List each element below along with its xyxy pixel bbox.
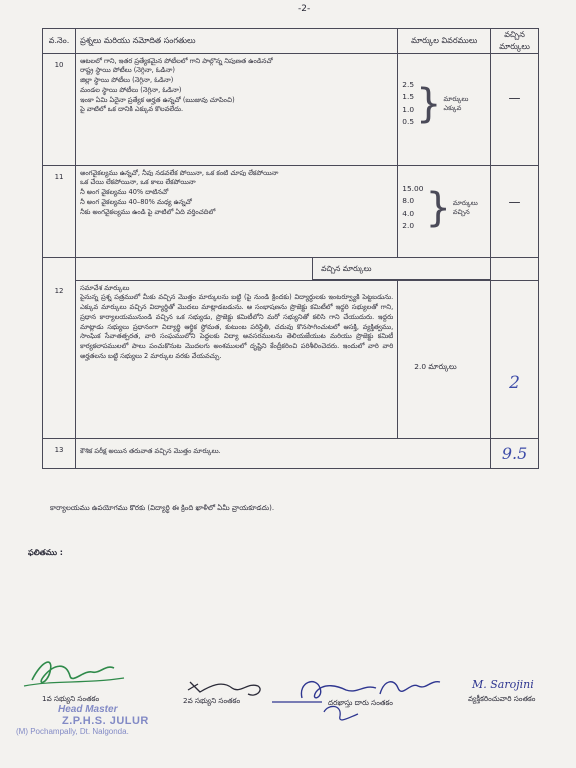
row13-obtained xyxy=(491,438,539,468)
row11-obtained xyxy=(491,165,539,257)
row10-no: 10 xyxy=(43,53,76,165)
row11-line: నీకు అంగవైకల్యము ఉండి పై వాటిలో ఏది వర్తించదిలో xyxy=(80,207,216,216)
row11-marks-caption xyxy=(453,199,478,217)
row12-paragraph: పైనున్న ప్రశ్న పత్రములో మీకు వచ్చిన మొత్తం మార్కులను బట్టి (పై నుండి క్రిందకు) విద్యార్థులకు ఇంటర్వ్యూకి పెట్టబడును. ఎక్కువ మార్కులు వచ్చిన విద్యార్థితో మొదలు మాట్లాడబడును. ఆ సంభాషణను ప్రొజెక్టు కమిటీలో ఇద్దరి సభ్యులతో గాని, ప్రధాన కార్యాలయమునుండి వచ్చిన ఒక సభ్యుడు, ప్రొజెక్టు కమిటీలోని మరో సభ్యునితో కలిసి గాని చేయుదురు. ఇద్దరు మాట్లాడు సభ్యులు ప్రధానంగా విద్యార్థి ఆర్థిక స్థోమత, కుటుంబ పరిస్థితి, చదువు కొనసాగించుటలో ఆసక్తి, వ్యక్తిత్వము, సాంఘిక సేవాతత్పరత, వారి సంఘములోని పెద్దలకు విద్యా అవసరములను తెలియజేయుట మరియు ప్రొజెక్టు కమిటీ కార్యకలాపములలో పాలు పంచుకొనుట మొదలగు అంశములలో దృష్టిని కేంద్రీకరించి పరిశీలించెదరు. ఇందులో వారి వారి అర్హతలను బట్టి సభ్యులు 2 మార్కుల వరకు వేయవచ్చు. xyxy=(80,293,394,360)
mark-value: 2.0 xyxy=(402,221,415,231)
table-header-row xyxy=(43,29,539,54)
caption-line: మార్కులు xyxy=(452,198,478,207)
mark-value: 15.00 xyxy=(402,183,424,193)
row10-line: జిల్లా స్థాయి పోటీలు (నెగ్గినా, ఓడినా) xyxy=(80,76,174,85)
stamp-line: Z.P.H.S. JULUR xyxy=(62,715,149,727)
row11-description xyxy=(76,165,398,257)
mark-value: 1.5 xyxy=(402,92,415,102)
row12-no: 12 xyxy=(43,280,76,438)
verifier-handwritten-name: M. Sarojini xyxy=(472,678,534,691)
row13-description: కౌశిక పరీక్ష అయిన తరువాత వచ్చిన మొత్తం మార్కులు. xyxy=(76,438,491,468)
row10-line: ఆటలలో గాని, ఇతర ప్రత్యేకమైన పోటీలలో గాని పాల్గొన్న నిపుణత ఉండినచో xyxy=(80,56,273,65)
brace-icon: } xyxy=(416,80,442,127)
row12-subhead: వచ్చిన మార్కులు xyxy=(312,258,490,280)
mark-value: 4.0 xyxy=(402,208,415,218)
mark-value: 2.5 xyxy=(402,79,415,89)
row11-marks-detail xyxy=(398,165,491,257)
row12-subhead-cell xyxy=(76,257,491,280)
header-marks-detail: మార్కుల వివరములు xyxy=(398,29,491,54)
row10-marks-group xyxy=(402,79,486,129)
row11-line: ఒక చేయి లేకపోయినా, ఒక కాలు లేకపోయినా xyxy=(80,178,196,187)
row10-description xyxy=(76,53,398,165)
school-stamp xyxy=(16,704,149,736)
table-row-12 xyxy=(43,280,539,438)
obtained-dash: — xyxy=(508,90,521,105)
row10-line: పై వాటిలో ఒక దానికి ఎక్కువ కొలవలేదు. xyxy=(80,105,184,114)
row10-marks-values xyxy=(402,79,414,129)
row10-line: రాష్ట్ర స్థాయి పోటీలు (నెగ్గినా, ఓడినా) xyxy=(80,66,175,75)
header-description: ప్రశ్నలు మరియు నమోదిత సంగతులు xyxy=(76,29,398,54)
row12-marks: 2.0 మార్కులు xyxy=(414,361,457,371)
row10-line: ఇంకా ఏమి ఏదైనా ప్రత్యేక అర్హత ఉన్నచో (ఋజువు చూపించి) xyxy=(80,95,235,104)
row11-marks-values xyxy=(402,183,423,233)
handwritten-total: 9.5 xyxy=(501,443,528,463)
table-row-10 xyxy=(43,53,539,165)
row12-marks-detail xyxy=(398,280,491,438)
stamp-line: Head Master xyxy=(58,704,118,715)
row13-no: 13 xyxy=(43,438,76,468)
caption-line: ఎక్కువ xyxy=(443,103,462,112)
row10-obtained xyxy=(491,53,539,165)
row10-marks-caption xyxy=(444,95,469,113)
row11-line: నీ అంగ వైకల్యము 40–80% మధ్య ఉన్నచో xyxy=(80,197,192,206)
header-marks-obtained: వచ్చిన మార్కులు xyxy=(491,29,539,54)
page-number: -2- xyxy=(298,4,311,14)
row11-line: నీ అంగ వైకల్యము 40% దాటినచో xyxy=(80,188,169,197)
verifier-signature-label: వ్యక్తీకరించువారి సంతకం xyxy=(468,694,536,703)
row10-marks-detail xyxy=(398,53,491,165)
obtained-dash: — xyxy=(508,194,521,209)
result-label: ఫలితము : xyxy=(28,548,63,557)
marks-form-table xyxy=(42,28,539,469)
row12-subhead-obtained xyxy=(491,257,539,280)
table-row-13 xyxy=(43,438,539,468)
mark-value: 1.0 xyxy=(402,104,415,114)
handwritten-mark: 2 xyxy=(509,372,520,393)
row11-no: 11 xyxy=(43,165,76,257)
row12-obtained xyxy=(491,280,539,438)
caption-line: మార్కులు xyxy=(443,94,469,103)
office-use-note: కార్యాలయము ఉపయోగము కొరకు (విద్యార్థి ఈ క్రింది ఖాళీలో ఏమీ వ్రాయకూడదు). xyxy=(50,504,275,512)
stamp-line: (M) Pochampally, Dt. Nalgonda. xyxy=(16,727,129,736)
row12-subhead-no xyxy=(43,257,76,280)
table-row-12-subhead xyxy=(43,257,539,280)
caption-line: వచ్చిన xyxy=(452,207,470,216)
mark-value: 0.5 xyxy=(402,117,415,127)
applicant-signature-label: దరఖాస్తు దారు సంతకం xyxy=(328,698,393,707)
mark-value: 8.0 xyxy=(402,196,415,206)
first-member-signature xyxy=(14,650,134,696)
second-member-signature-label: 2వ సభ్యుని సంతకం xyxy=(183,696,241,705)
row10-line: మండల స్థాయి పోటీలు (నెగ్గినా, ఓడినా) xyxy=(80,85,182,94)
row12-description xyxy=(76,280,398,438)
header-serial-no: వ.నెం. xyxy=(43,29,76,54)
first-member-signature-label: 1వ సభ్యుని సంతకం xyxy=(42,694,100,703)
row11-line: అంగవైకల్యము ఉన్నచో, నీవు నడవలేక పోయినా, ఒక కంటి చూపు లేకపోయినా xyxy=(80,168,279,177)
row12-title: సమావేశ మార్కులు xyxy=(80,283,130,292)
table-row-11 xyxy=(43,165,539,257)
brace-icon: } xyxy=(425,184,451,231)
row11-marks-group xyxy=(402,183,486,233)
